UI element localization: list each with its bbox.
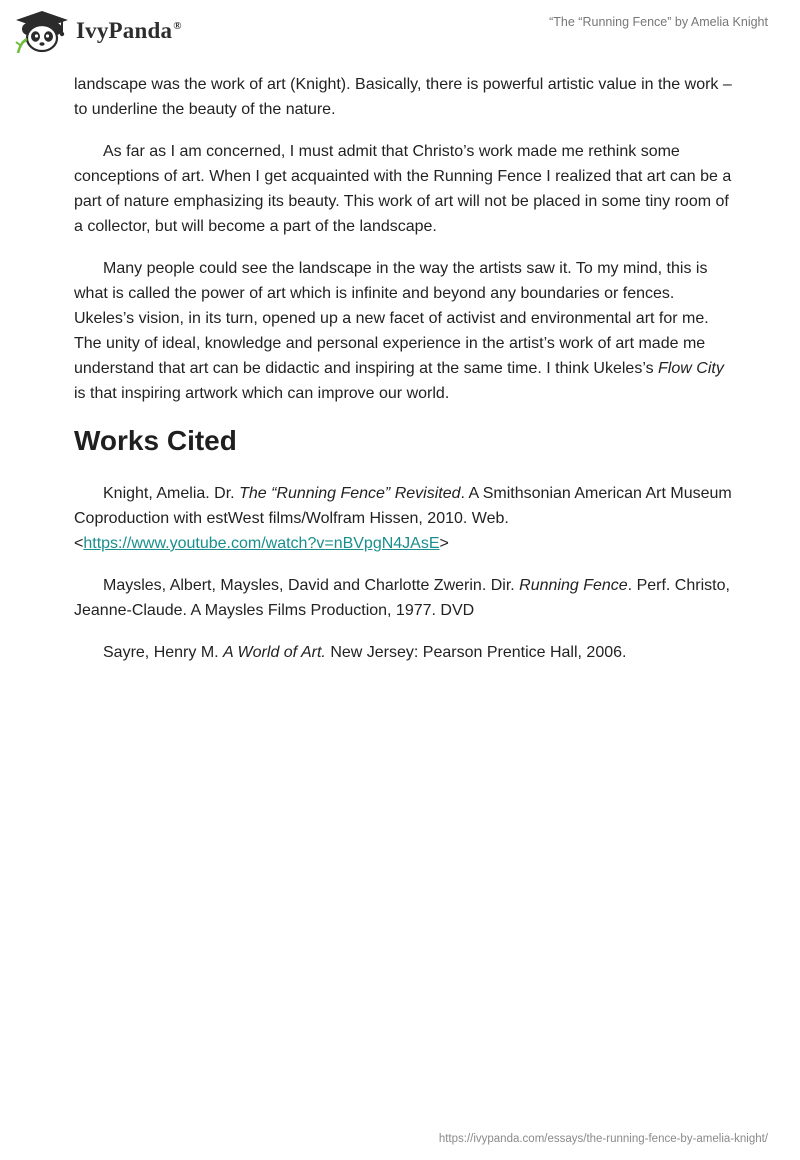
- youtube-link[interactable]: https://www.youtube.com/watch?v=nBVpgN4JAsE: [83, 535, 440, 552]
- document-title: “The “Running Fence” by Amelia Knight: [549, 15, 768, 29]
- ivypanda-logo[interactable]: [14, 9, 182, 53]
- page-header: [0, 0, 800, 72]
- flow-city-title: Flow City: [658, 360, 724, 377]
- works-cited-heading: Works Cited: [74, 425, 237, 456]
- paragraph-2: As far as I am concerned, I must admit that Christo’s work made me rethink some conceptions of art. When I get acquainted with the Running Fence I realized that art can be a part of nature emphasizing its beauty. This work of art will not be placed in some tiny room of a collector, but will become a part of the landscape.: [74, 143, 732, 235]
- footer-url[interactable]: https://ivypanda.com/essays/the-running-fence-by-amelia-knight/: [438, 1133, 768, 1145]
- citation-knight: Knight, Amelia. Dr. The “Running Fence” Revisited. A Smithsonian American Art Museum Coproduction with estWest films/Wolfram Hissen, 2010. Web. <https://www.youtube.com/watch?v=nBVpgN4JAsE>: [74, 485, 732, 552]
- registered-mark: ®: [173, 20, 182, 33]
- citation-sayre: Sayre, Henry M. A World of Art. New Jersey: Pearson Prentice Hall, 2006.: [103, 644, 627, 661]
- paragraph-1: landscape was the work of art (Knight). Basically, there is powerful artistic value in the work – to underline the beauty of the nature.: [74, 76, 732, 118]
- brand-name: IvyPanda®: [76, 18, 182, 43]
- essay-content: [74, 72, 734, 682]
- panda-icon: [14, 9, 70, 53]
- paragraph-3: Many people could see the landscape in the way the artists saw it. To my mind, this is what is called the power of art which is infinite and beyond any boundaries or fences. Ukeles’s vision, in its turn, opened up a new facet of activist and environmental art for me. The unity of ideal, knowledge and personal experience in the artist’s work of art made me understand that art can be didactic and inspiring at the same time. I think Ukeles’s Flow City is that inspiring artwork which can improve our world.: [74, 260, 724, 402]
- citation-maysles: Maysles, Albert, Maysles, David and Charlotte Zwerin. Dir. Running Fence. Perf. Christo, Jeanne-Claude. A Maysles Films Production, 1977. DVD: [74, 577, 730, 619]
